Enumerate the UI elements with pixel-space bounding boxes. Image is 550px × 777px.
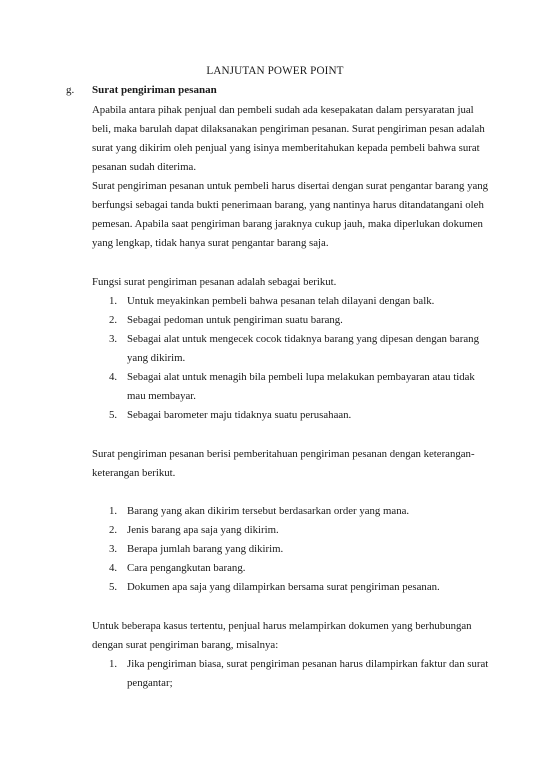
list-item — [92, 540, 492, 559]
list-number: 3. — [109, 543, 118, 555]
list-item — [92, 406, 492, 425]
functions-list — [92, 292, 492, 425]
list-text: Sebagai alat untuk menagih bila pembeli lupa melakukan pembayaran atau tidak mau membayar. — [127, 371, 475, 402]
list-text: Jenis barang apa saja yang dikirim. — [127, 524, 279, 536]
list-number: 2. — [109, 524, 118, 536]
list-text: Jika pengiriman biasa, surat pengiriman pesanan harus dilampirkan faktur dan surat pengantar; — [127, 658, 489, 689]
list-item — [92, 311, 492, 330]
paragraph-intro: Apabila antara pihak penjual dan pembeli sudah ada kesepakatan dalam persyaratan jual beli, maka barulah dapat dilaksanakan pengiriman pesanan. Surat pengiriman pesan adalah surat yang dikirim oleh penjual yang isinya memberitahukan kepada pembeli bahwa surat pesanan sudah diterima. — [92, 104, 485, 173]
section-letter: g. — [66, 84, 75, 96]
list-item — [92, 330, 492, 368]
list-text: Barang yang akan dikirim tersebut berdasarkan order yang mana. — [127, 505, 410, 517]
list-text: Sebagai alat untuk mengecek cocok tidaknya barang yang dipesan dengan barang yang dikirim. — [127, 333, 479, 364]
list-text: Cara pengangkutan barang. — [127, 562, 246, 574]
list-item — [92, 578, 492, 597]
list-number: 2. — [109, 314, 118, 326]
paragraph-functions-intro: Fungsi surat pengiriman pesanan adalah sebagai berikut. — [92, 276, 337, 288]
list-number: 5. — [109, 409, 118, 421]
list-item — [92, 502, 492, 521]
list-number: 1. — [109, 295, 118, 307]
documents-list — [92, 655, 492, 693]
list-number: 3. — [109, 333, 118, 345]
page-title: LANJUTAN POWER POINT — [206, 65, 344, 77]
list-number: 4. — [109, 562, 118, 574]
list-text: Untuk meyakinkan pembeli bahwa pesanan telah dilayani dengan balk. — [127, 295, 435, 307]
list-text: Dokumen apa saja yang dilampirkan bersama surat pengiriman pesanan. — [127, 581, 440, 593]
list-number: 1. — [109, 505, 118, 517]
list-item — [92, 368, 492, 406]
list-item — [92, 559, 492, 578]
list-number: 5. — [109, 581, 118, 593]
list-item — [92, 655, 492, 693]
list-text: Sebagai pedoman untuk pengiriman suatu barang. — [127, 314, 343, 326]
list-text: Berapa jumlah barang yang dikirim. — [127, 543, 284, 555]
list-number: 1. — [109, 658, 118, 670]
paragraph-documents-intro: Untuk beberapa kasus tertentu, penjual harus melampirkan dokumen yang berhubungan dengan surat pengiriman barang, misalnya: — [92, 620, 472, 651]
list-text: Sebagai barometer maju tidaknya suatu perusahaan. — [127, 409, 352, 421]
list-item — [92, 292, 492, 311]
contents-list — [92, 502, 492, 597]
section-heading: Surat pengiriman pesanan — [92, 84, 217, 96]
paragraph-delivery-note: Surat pengiriman pesanan untuk pembeli harus disertai dengan surat pengantar barang yang berfungsi sebagai tanda bukti penerimaan barang, yang nantinya harus ditandatangani oleh pemesan. Apabila saat pengiriman barang jaraknya cukup jauh, maka diperlukan dokumen yang lengkap, tidak hanya surat pengantar barang saja. — [92, 180, 489, 249]
paragraph-contents-intro: Surat pengiriman pesanan berisi pemberitahuan pengiriman pesanan dengan keterangan-keterangan berikut. — [92, 448, 475, 479]
list-number: 4. — [109, 371, 118, 383]
list-item — [92, 521, 492, 540]
